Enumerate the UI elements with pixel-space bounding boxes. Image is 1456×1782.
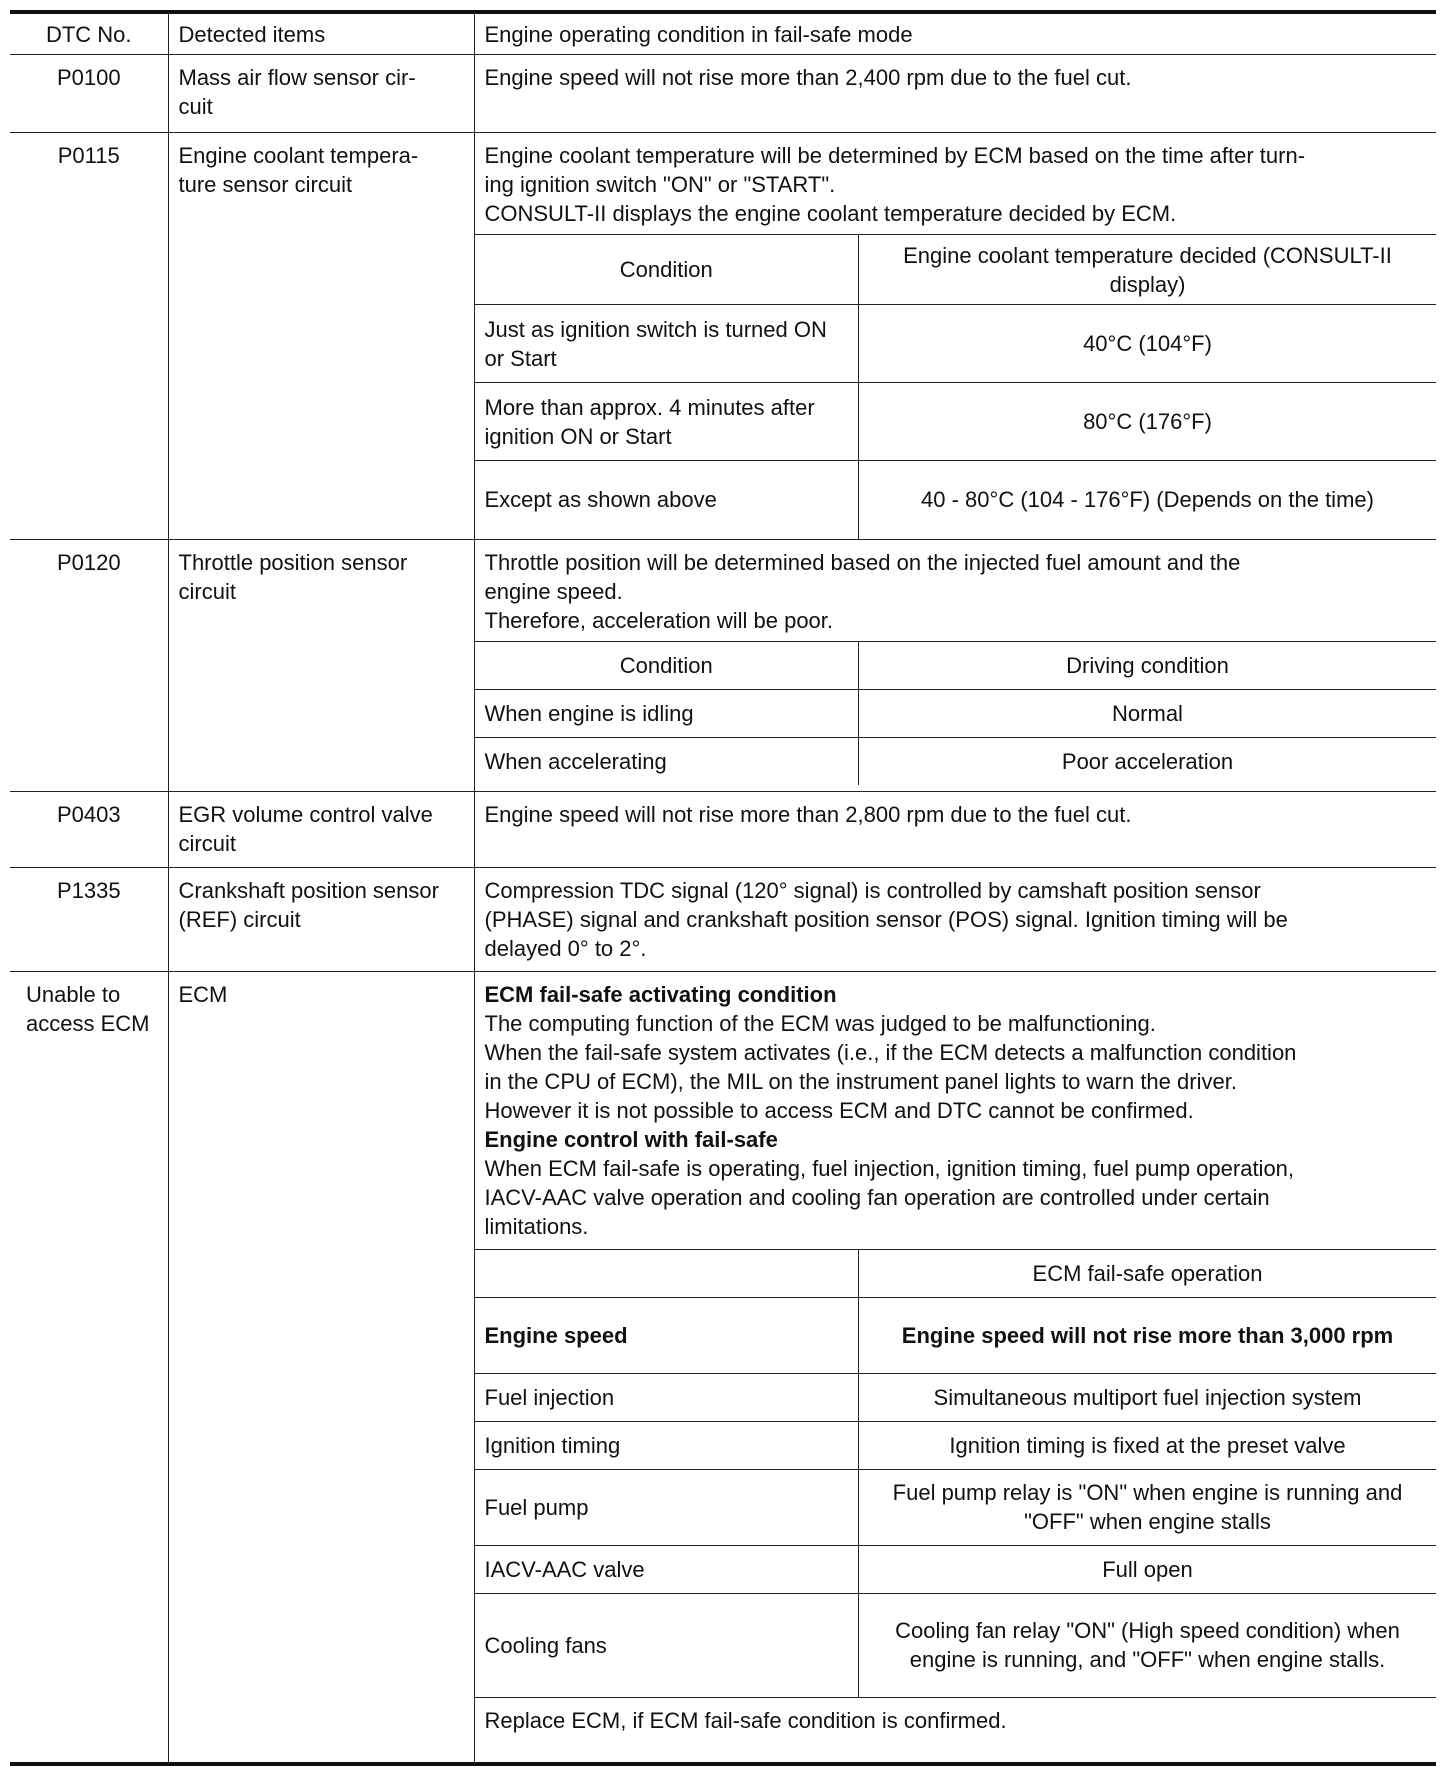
driving-condition-subtable (475, 641, 1437, 786)
item-line: Mass air flow sensor cir- (178, 65, 416, 90)
subtable-row (475, 461, 1437, 539)
header-operating-condition: Engine operating condition in fail-safe mode (474, 12, 1436, 55)
subtable-row (475, 1469, 1437, 1545)
detected-item (168, 539, 474, 791)
item-line: circuit (178, 830, 236, 856)
fail-safe-table (10, 10, 1436, 1766)
item-line: Engine coolant tempera- (178, 143, 419, 168)
subtable-value: Simultaneous multiport fuel injection system (859, 1373, 1437, 1421)
subtable-header-temp: Engine coolant temperature decided (CONSULT-II display) (859, 235, 1437, 305)
subtable-value: Engine speed will not rise more than 3,000 rpm (859, 1297, 1437, 1373)
table-row (10, 133, 1436, 540)
dtc-no (10, 971, 168, 1764)
subtable-header-condition: Condition (475, 641, 859, 689)
item-line: (REF) circuit (178, 906, 301, 932)
detected-item (168, 133, 474, 540)
subtable-item: Fuel injection (475, 1373, 859, 1421)
subtable-condition: More than approx. 4 minutes after ignition ON or Start (475, 383, 859, 461)
item-line: cuit (178, 94, 213, 119)
subtable-condition: Just as ignition switch is turned ON or Start (475, 305, 859, 383)
subtable-row (475, 737, 1437, 785)
desc-line: Therefore, acceleration will be poor. (484, 607, 834, 633)
fail-safe-description (474, 55, 1436, 133)
desc-line: When ECM fail-safe is operating, fuel injection, ignition timing, fuel pump operation, (484, 1155, 1295, 1181)
detected-item (168, 55, 474, 133)
subtable-row (475, 1373, 1437, 1421)
subtable-row (475, 1593, 1437, 1697)
desc-line: delayed 0° to 2°. (484, 935, 647, 961)
subtable-value: Full open (859, 1545, 1437, 1593)
desc-line: Engine coolant temperature will be determined by ECM based on the time after turn- (484, 143, 1306, 168)
subtable-header-row (475, 235, 1437, 305)
subtable-row (475, 383, 1437, 461)
table-row (10, 539, 1436, 791)
detected-item (168, 971, 474, 1764)
subtable-value: 40°C (104°F) (859, 305, 1437, 383)
subtable-row (475, 305, 1437, 383)
subtable-header-operation: ECM fail-safe operation (859, 1249, 1437, 1297)
subtable-value: Fuel pump relay is "ON" when engine is running and "OFF" when engine stalls (859, 1469, 1437, 1545)
subtable-value: Normal (859, 689, 1437, 737)
replace-ecm-note: Replace ECM, if ECM fail-safe condition is confirmed. (475, 1697, 1437, 1743)
desc-line: Throttle position will be determined based on the injected fuel amount and the (484, 549, 1241, 575)
subtable-item: Engine speed (475, 1297, 859, 1373)
subtable-value: Ignition timing is fixed at the preset valve (859, 1421, 1437, 1469)
item-line: ture sensor circuit (178, 172, 353, 197)
subtable-item: Ignition timing (475, 1421, 859, 1469)
subtable-header-blank (475, 1249, 859, 1297)
dtc-no: P0403 (10, 791, 168, 867)
subtable-item: Cooling fans (475, 1593, 859, 1697)
table-row (10, 55, 1436, 133)
subtable-header-driving: Driving condition (859, 641, 1437, 689)
desc-line: However it is not possible to access ECM and DTC cannot be confirmed. (484, 1097, 1194, 1123)
header-dtc-no: DTC No. (10, 12, 168, 55)
subtable-row (475, 689, 1437, 737)
ecm-fail-safe-subtable (475, 1249, 1437, 1698)
desc-line: Engine speed will not rise more than 2,400 rpm due to the fuel cut. (484, 65, 1132, 90)
fail-safe-description (474, 539, 1436, 791)
fail-safe-description (474, 971, 1436, 1764)
desc-line: Engine speed will not rise more than 2,800 rpm due to the fuel cut. (484, 801, 1132, 827)
dtc-no: P0115 (10, 133, 168, 540)
subtable-value: Poor acceleration (859, 737, 1437, 785)
subtable-row (475, 1297, 1437, 1373)
subtable-header-row (475, 641, 1437, 689)
subtable-item: Fuel pump (475, 1469, 859, 1545)
dtc-line: Unable to (26, 981, 121, 1007)
dtc-no: P0100 (10, 55, 168, 133)
item-line: ECM (178, 981, 228, 1007)
detected-item (168, 867, 474, 971)
desc-line: ing ignition switch "ON" or "START". (484, 172, 836, 197)
table-row (10, 867, 1436, 971)
item-line: circuit (178, 578, 236, 604)
subtable-row (475, 1545, 1437, 1593)
dtc-line: access ECM (26, 1010, 150, 1036)
fail-safe-description (474, 791, 1436, 867)
subtable-item: IACV-AAC valve (475, 1545, 859, 1593)
desc-line: Compression TDC signal (120° signal) is controlled by camshaft position sensor (484, 877, 1261, 903)
subtable-value: 40 - 80°C (104 - 176°F) (Depends on the time) (859, 461, 1437, 539)
subtable-value: 80°C (176°F) (859, 383, 1437, 461)
desc-line: IACV-AAC valve operation and cooling fan operation are controlled under certain (484, 1184, 1270, 1210)
desc-line: in the CPU of ECM), the MIL on the instrument panel lights to warn the driver. (484, 1068, 1237, 1094)
desc-line: engine speed. (484, 578, 623, 604)
item-line: Crankshaft position sensor (178, 877, 439, 903)
fail-safe-description (474, 133, 1436, 540)
subtable-condition: When accelerating (475, 737, 859, 785)
table-row (10, 971, 1436, 1764)
section-heading: Engine control with fail-safe (484, 1126, 778, 1152)
desc-line: CONSULT-II displays the engine coolant temperature decided by ECM. (484, 201, 1177, 226)
fail-safe-description (474, 867, 1436, 971)
subtable-condition: Except as shown above (475, 461, 859, 539)
table-row (10, 791, 1436, 867)
subtable-row (475, 1421, 1437, 1469)
subtable-value: Cooling fan relay "ON" (High speed condition) when engine is running, and "OFF" when engine stalls. (859, 1593, 1437, 1697)
dtc-no: P1335 (10, 867, 168, 971)
subtable-header-row (475, 1249, 1437, 1297)
desc-line: The computing function of the ECM was judged to be malfunctioning. (484, 1010, 1156, 1036)
desc-line: When the fail-safe system activates (i.e., if the ECM detects a malfunction condition (484, 1039, 1297, 1065)
desc-line: limitations. (484, 1213, 589, 1239)
header-detected-items: Detected items (168, 12, 474, 55)
item-line: EGR volume control valve (178, 801, 433, 827)
section-heading: ECM fail-safe activating condition (484, 981, 837, 1007)
subtable-header-condition: Condition (475, 235, 859, 305)
coolant-temp-subtable (475, 234, 1437, 539)
table-header-row (10, 12, 1436, 55)
item-line: Throttle position sensor (178, 549, 408, 575)
subtable-condition: When engine is idling (475, 689, 859, 737)
detected-item (168, 791, 474, 867)
dtc-no: P0120 (10, 539, 168, 791)
desc-line: (PHASE) signal and crankshaft position sensor (POS) signal. Ignition timing will be (484, 906, 1288, 932)
